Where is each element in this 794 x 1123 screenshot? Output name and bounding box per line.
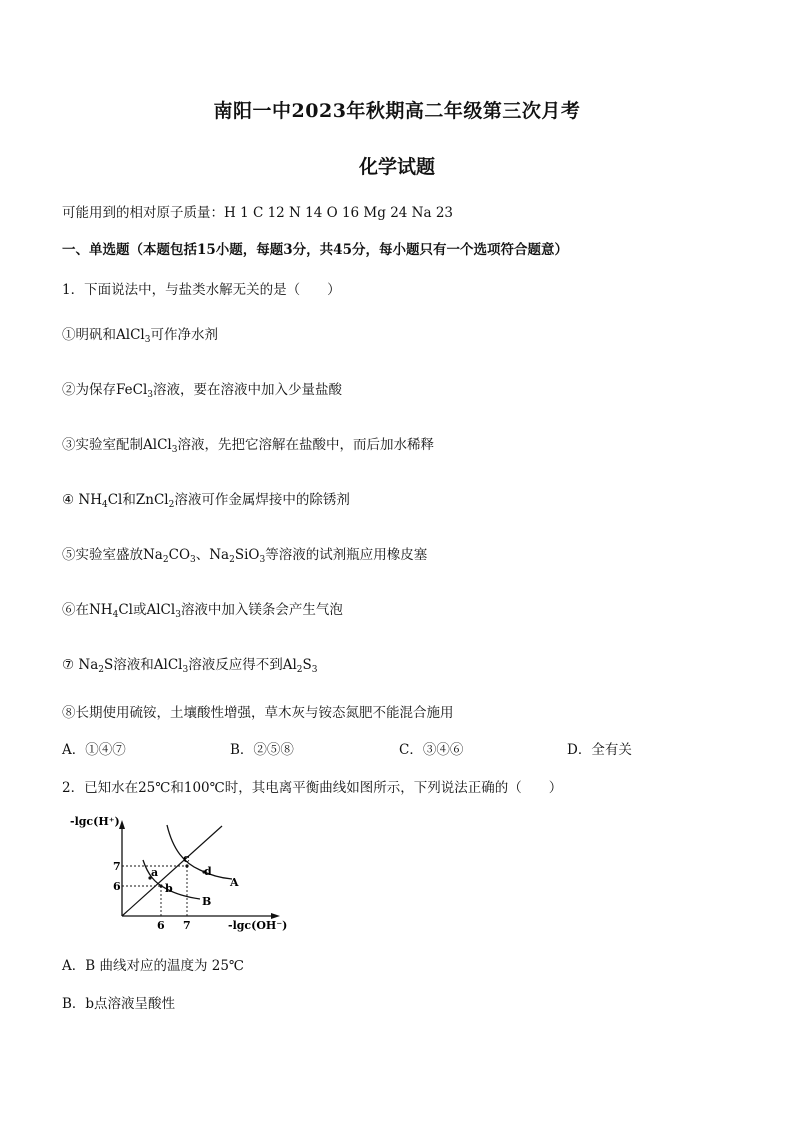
point-c-label: c	[183, 852, 190, 865]
q1-option-a[interactable]: A．①④⑦	[62, 742, 126, 758]
q1-option-d[interactable]: D．全有关	[567, 742, 632, 758]
statement-2: ②为保存FeCl$_3$溶液，要在溶液中加入少量盐酸	[62, 382, 342, 400]
statement-5: ⑤实验室盛放$Na_2CO_3$、$Na_2SiO_3$等溶液的试剂瓶应用橡皮塞	[62, 547, 428, 565]
figure-axes	[122, 826, 274, 916]
statement-6: ⑥在$NH_4Cl$或AlCl$_3$溶液中加入镁条会产生气泡	[62, 602, 343, 620]
question-1-stem: 1．下面说法中，与盐类水解无关的是（ ）	[62, 282, 341, 298]
question-2-stem: 2．已知水在25℃和100℃时，其电离平衡曲线如图所示，下列说法正确的（ ）	[62, 780, 563, 796]
q2-option-a[interactable]: A．B 曲线对应的温度为 25℃	[62, 958, 245, 974]
y-tick-7: 7	[113, 860, 121, 873]
point-b-label: b	[165, 882, 173, 895]
x-tick-7: 7	[183, 919, 191, 932]
point-a-label: a	[151, 866, 159, 879]
exam-subject: 化学试题	[358, 156, 435, 178]
curve-a	[167, 825, 232, 879]
water-ionization-figure	[60, 812, 290, 937]
q1-option-c[interactable]: C．③④⑥	[399, 742, 464, 758]
x-tick-6: 6	[157, 919, 165, 932]
y-axis-arrow	[119, 820, 125, 829]
statement-3: ③实验室配制AlCl$_3$溶液，先把它溶解在盐酸中，而后加水稀释	[62, 437, 434, 455]
q2-option-b[interactable]: B．b点溶液呈酸性	[62, 996, 176, 1012]
curve-b-label: B	[202, 895, 212, 908]
statement-7: ⑦ $Na_2S$溶液和AlCl$_3$溶液反应得不到$Al_2S_3$	[62, 657, 318, 675]
section-heading: 一、单选题（本题包括15小题，每题3分，共45分，每小题只有一个选项符合题意）	[62, 242, 568, 258]
y-axis-label: -lgc(H⁺)	[70, 815, 120, 828]
curve-a-label: A	[230, 876, 239, 889]
statement-8: ⑧长期使用硫铵，土壤酸性增强，草木灰与铵态氮肥不能混合施用	[62, 705, 454, 721]
y-tick-6: 6	[113, 880, 121, 893]
point-b-marker	[159, 884, 162, 887]
x-axis-label: -lgc(OH⁻)	[228, 919, 288, 932]
q1-option-b[interactable]: B．②⑤⑧	[230, 742, 294, 758]
atomic-masses: 可能用到的相对原子质量：H 1 C 12 N 14 O 16 Mg 24 Na 23	[62, 205, 453, 221]
statement-4: ④ $NH_4Cl$和ZnCl$_2$溶液可作金属焊接中的除锈剂	[62, 492, 350, 510]
statement-1: ①明矾和AlCl$_3$可作净水剂	[62, 327, 218, 345]
point-d-label: d	[204, 865, 212, 878]
exam-title: 南阳一中2023年秋期高二年级第三次月考	[213, 100, 581, 122]
